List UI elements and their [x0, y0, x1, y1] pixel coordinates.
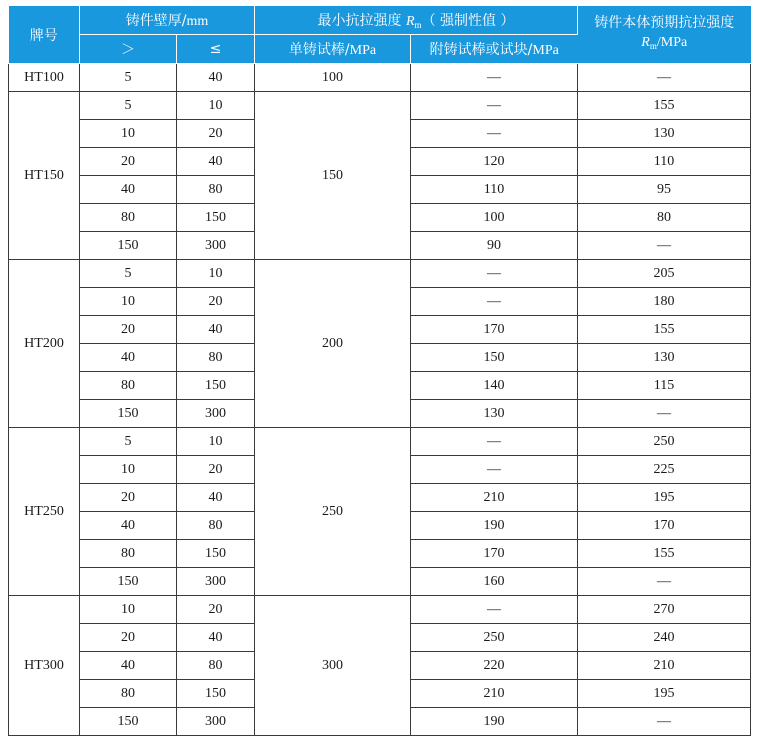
cell-grade: HT100 [9, 64, 80, 92]
cell-body-strength: 250 [578, 428, 751, 456]
cell-thickness-gt: 80 [80, 204, 177, 232]
cell-thickness-le: 80 [177, 176, 255, 204]
cell-attached-cast-bar: — [411, 596, 578, 624]
cell-body-strength: — [578, 64, 751, 92]
cell-body-strength: 155 [578, 92, 751, 120]
cell-thickness-gt: 20 [80, 148, 177, 176]
table-row [9, 92, 751, 120]
header-body-strength [578, 6, 751, 64]
cell-attached-cast-bar: 130 [411, 400, 578, 428]
cell-body-strength: 155 [578, 540, 751, 568]
cell-thickness-gt: 150 [80, 568, 177, 596]
cell-single-cast-bar: 150 [255, 92, 411, 260]
table-header [9, 6, 751, 64]
cell-thickness-le: 80 [177, 344, 255, 372]
cell-thickness-gt: 150 [80, 708, 177, 736]
cell-thickness-gt: 40 [80, 512, 177, 540]
header-thickness-gt [80, 35, 177, 64]
cell-attached-cast-bar: 210 [411, 680, 578, 708]
header-thickness-label: 铸件壁厚/ [125, 13, 187, 29]
cell-body-strength: 130 [578, 344, 751, 372]
cell-thickness-gt: 80 [80, 540, 177, 568]
header-min-strength-note: （ 强制性值 ） [421, 13, 515, 29]
cell-attached-cast-bar: — [411, 64, 578, 92]
header-thickness-le [177, 35, 255, 64]
cell-thickness-gt: 150 [80, 232, 177, 260]
header-body-sub: m [649, 40, 657, 51]
header-body-strength-label: 铸件本体预期抗拉强度 [594, 14, 735, 31]
header-attached-label: 附铸试棒或试块/ [429, 42, 533, 58]
cell-body-strength: — [578, 232, 751, 260]
header-single-bar-unit: MPa [349, 43, 377, 58]
cell-attached-cast-bar: 110 [411, 176, 578, 204]
cell-thickness-gt: 10 [80, 596, 177, 624]
cell-thickness-le: 150 [177, 540, 255, 568]
cell-attached-cast-bar: — [411, 120, 578, 148]
cell-attached-cast-bar: 140 [411, 372, 578, 400]
cell-thickness-le: 300 [177, 708, 255, 736]
cell-thickness-le: 10 [177, 92, 255, 120]
cell-attached-cast-bar: — [411, 428, 578, 456]
cell-body-strength: 240 [578, 624, 751, 652]
cell-thickness-le: 40 [177, 64, 255, 92]
header-body-unit: /MPa [656, 34, 688, 50]
cell-thickness-gt: 150 [80, 400, 177, 428]
cell-body-strength: 130 [578, 120, 751, 148]
header-grade [9, 6, 80, 64]
header-body-symbol: R [641, 34, 650, 50]
cell-thickness-le: 40 [177, 624, 255, 652]
header-min-strength-symbol: R [405, 14, 415, 29]
cell-grade: HT200 [9, 260, 80, 428]
cell-body-strength: — [578, 568, 751, 596]
cell-body-strength: 180 [578, 288, 751, 316]
cell-thickness-gt: 5 [80, 260, 177, 288]
cell-body-strength: 270 [578, 596, 751, 624]
cell-thickness-le: 20 [177, 596, 255, 624]
header-le-symbol: ≤ [209, 41, 222, 57]
cell-grade: HT150 [9, 92, 80, 260]
cell-thickness-le: 80 [177, 512, 255, 540]
cell-attached-cast-bar: 170 [411, 316, 578, 344]
cell-thickness-le: 20 [177, 120, 255, 148]
header-wall-thickness [80, 6, 255, 35]
cell-attached-cast-bar: 160 [411, 568, 578, 596]
cell-thickness-gt: 5 [80, 428, 177, 456]
cell-thickness-le: 150 [177, 204, 255, 232]
cell-body-strength: 110 [578, 148, 751, 176]
cell-attached-cast-bar: 150 [411, 344, 578, 372]
cell-thickness-le: 20 [177, 456, 255, 484]
cell-body-strength: 195 [578, 680, 751, 708]
table-body [9, 64, 751, 736]
cell-thickness-gt: 20 [80, 484, 177, 512]
cell-attached-cast-bar: 190 [411, 708, 578, 736]
cell-thickness-le: 10 [177, 428, 255, 456]
cell-thickness-gt: 80 [80, 372, 177, 400]
cell-attached-cast-bar: 90 [411, 232, 578, 260]
cell-thickness-gt: 5 [80, 92, 177, 120]
cell-body-strength: 195 [578, 484, 751, 512]
cell-body-strength: 155 [578, 316, 751, 344]
cell-thickness-le: 150 [177, 680, 255, 708]
cell-attached-cast-bar: — [411, 288, 578, 316]
cell-thickness-le: 300 [177, 232, 255, 260]
table-row [9, 428, 751, 456]
cell-attached-cast-bar: 250 [411, 624, 578, 652]
cell-attached-cast-bar: 220 [411, 652, 578, 680]
header-single-bar-label: 单铸试棒/ [288, 42, 350, 58]
header-min-strength-label: 最小抗拉强度 [317, 13, 406, 29]
cell-thickness-gt: 10 [80, 456, 177, 484]
header-thickness-unit: mm [186, 14, 209, 29]
cell-thickness-gt: 80 [80, 680, 177, 708]
cell-body-strength: 95 [578, 176, 751, 204]
cell-attached-cast-bar: — [411, 456, 578, 484]
cell-grade: HT300 [9, 596, 80, 736]
table-container [8, 6, 751, 736]
cell-single-cast-bar: 100 [255, 64, 411, 92]
header-attached-unit: MPa [532, 43, 559, 58]
cell-body-strength: 205 [578, 260, 751, 288]
cell-thickness-gt: 40 [80, 344, 177, 372]
cell-single-cast-bar: 200 [255, 260, 411, 428]
cell-body-strength: 80 [578, 204, 751, 232]
header-grade-label: 牌号 [29, 27, 58, 44]
table-row [9, 260, 751, 288]
cell-attached-cast-bar: 170 [411, 540, 578, 568]
cell-body-strength: 170 [578, 512, 751, 540]
cell-attached-cast-bar: — [411, 92, 578, 120]
header-single-cast-bar [255, 35, 411, 64]
cell-thickness-le: 150 [177, 372, 255, 400]
cell-thickness-le: 20 [177, 288, 255, 316]
header-gt-symbol: ＞ [121, 42, 135, 58]
cell-thickness-le: 40 [177, 148, 255, 176]
cell-thickness-gt: 20 [80, 624, 177, 652]
cell-thickness-le: 300 [177, 568, 255, 596]
cell-body-strength: 225 [578, 456, 751, 484]
header-attached-cast-bar [411, 35, 578, 64]
table-row [9, 596, 751, 624]
gray-iron-strength-table [8, 6, 751, 736]
cell-thickness-le: 40 [177, 484, 255, 512]
cell-single-cast-bar: 300 [255, 596, 411, 736]
cell-thickness-le: 80 [177, 652, 255, 680]
cell-thickness-gt: 40 [80, 176, 177, 204]
header-min-tensile-strength [255, 6, 578, 35]
cell-body-strength: — [578, 400, 751, 428]
cell-thickness-le: 300 [177, 400, 255, 428]
cell-body-strength: 115 [578, 372, 751, 400]
cell-attached-cast-bar: 120 [411, 148, 578, 176]
cell-thickness-le: 40 [177, 316, 255, 344]
cell-body-strength: — [578, 708, 751, 736]
cell-thickness-gt: 20 [80, 316, 177, 344]
cell-thickness-gt: 40 [80, 652, 177, 680]
cell-attached-cast-bar: 190 [411, 512, 578, 540]
cell-thickness-gt: 10 [80, 120, 177, 148]
cell-thickness-le: 10 [177, 260, 255, 288]
table-row [9, 64, 751, 92]
cell-attached-cast-bar: — [411, 260, 578, 288]
cell-grade: HT250 [9, 428, 80, 596]
header-min-strength-sub: m [414, 20, 422, 30]
cell-attached-cast-bar: 210 [411, 484, 578, 512]
cell-thickness-gt: 5 [80, 64, 177, 92]
cell-single-cast-bar: 250 [255, 428, 411, 596]
cell-attached-cast-bar: 100 [411, 204, 578, 232]
cell-body-strength: 210 [578, 652, 751, 680]
cell-thickness-gt: 10 [80, 288, 177, 316]
